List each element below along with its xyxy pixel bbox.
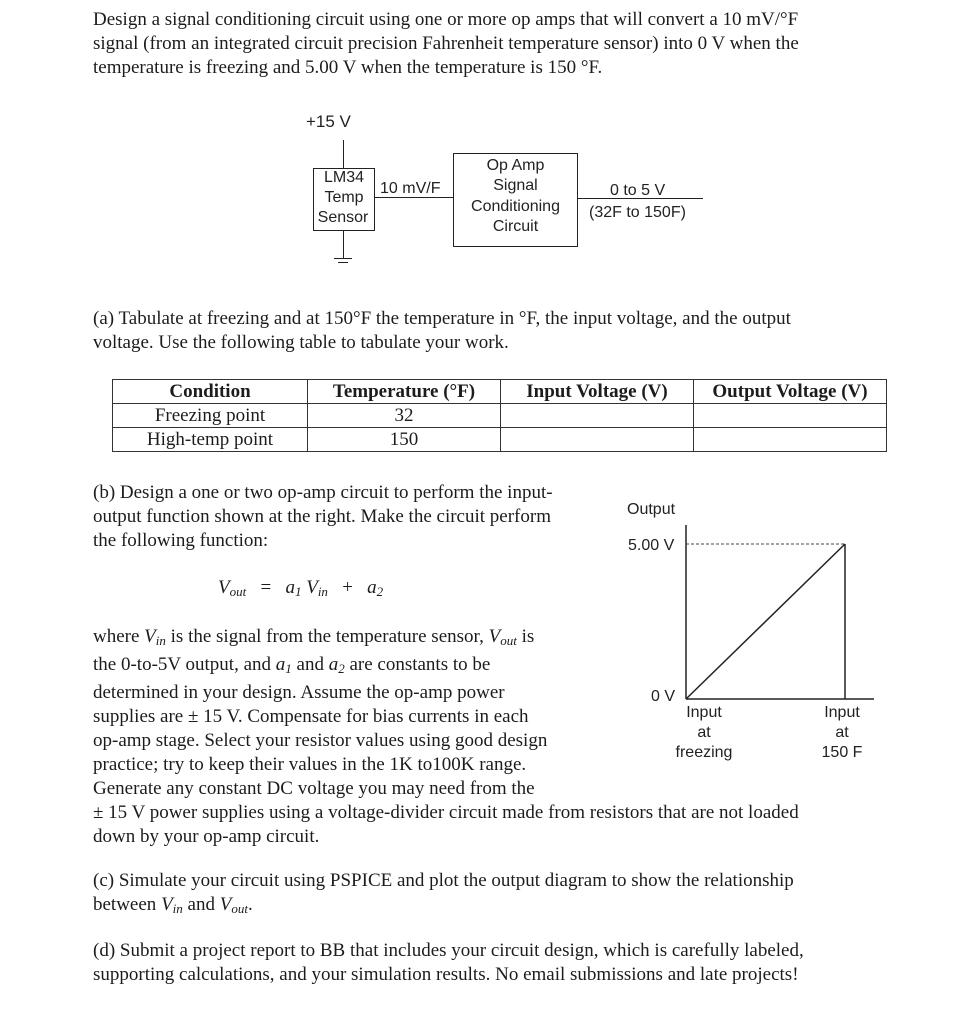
- block-label-2: Signal: [493, 177, 538, 194]
- w1c: is: [516, 626, 535, 647]
- output-temp-range-label: (32F to 150F): [589, 204, 686, 221]
- cell-condition: Freezing point: [113, 404, 308, 428]
- part-c-line-1: (c) Simulate your circuit using PSPICE and plot the output diagram to show the relationship: [93, 870, 794, 891]
- ground-wire: [343, 230, 344, 258]
- c2a: between: [93, 894, 162, 915]
- part-a-line-1: (a) Tabulate at freezing and at 150°F the temperature in °F, the input voltage, and the output: [93, 308, 791, 329]
- w2b: and: [291, 654, 329, 675]
- ground-symbol-2: [338, 262, 348, 263]
- sensor-label-3: Sensor: [317, 209, 369, 226]
- table-row: [113, 428, 887, 452]
- w2-1: 1: [285, 661, 292, 676]
- w1a: where: [93, 626, 145, 647]
- eq-a2-sub: 2: [376, 584, 384, 599]
- w1-in: in: [155, 633, 166, 648]
- c2c: .: [247, 894, 253, 915]
- part-d-paragraph: [93, 939, 804, 987]
- part-b-line-f: op-amp stage. Select your resistor values using good design: [93, 730, 548, 751]
- output-range-label: 0 to 5 V: [610, 182, 666, 199]
- cell-output: [694, 428, 887, 452]
- header-condition: Condition: [113, 380, 308, 404]
- w2-2: 2: [338, 661, 345, 676]
- intro-line-3: temperature is freezing and 5.00 V when the temperature is 150 °F.: [93, 57, 603, 78]
- eq-out-sub: out: [229, 584, 247, 599]
- part-b-line-3: the following function:: [93, 530, 269, 551]
- part-b-paragraph: [93, 481, 553, 553]
- graph-series-line: [686, 544, 845, 699]
- graph-x-right-label-1: Input: [824, 704, 860, 721]
- intro-line-1: Design a signal conditioning circuit using one or more op amps that will convert a 10 mV/°F: [93, 9, 799, 30]
- eq-in-sub: in: [317, 584, 328, 599]
- part-b-line-2: output function shown at the right. Make the circuit perform: [93, 506, 551, 527]
- w2-a2: a: [328, 654, 339, 675]
- eq-a1-sub: 1: [294, 584, 302, 599]
- w2a: the 0-to-5V output, and: [93, 654, 276, 675]
- header-temperature: Temperature (°F): [308, 380, 501, 404]
- block-label-1: Op Amp: [486, 157, 545, 174]
- intro-paragraph: [93, 8, 799, 80]
- cell-temperature: 32: [308, 404, 501, 428]
- c2b: and: [182, 894, 220, 915]
- eq-equals: =: [260, 577, 272, 598]
- part-b-line-g: practice; try to keep their values in the 1K to100K range.: [93, 754, 527, 775]
- intro-line-2: signal (from an integrated circuit precision Fahrenheit temperature sensor) into 0 V when the: [93, 33, 799, 54]
- c2-v: V: [161, 894, 173, 915]
- part-b-line-h: Generate any constant DC voltage you may need from the: [93, 778, 535, 799]
- block-label-3: Conditioning: [471, 198, 560, 215]
- header-output-voltage: Output Voltage (V): [694, 380, 887, 404]
- graph-x-left-label-3: freezing: [675, 744, 733, 761]
- w1-out: out: [500, 633, 517, 648]
- w1-vout: V: [488, 626, 501, 647]
- eq-plus: +: [342, 577, 353, 598]
- w1-v: V: [144, 626, 156, 647]
- eq-a2: a: [367, 577, 377, 598]
- supply-label: +15 V: [306, 112, 351, 131]
- part-b-line-e: supplies are ± 15 V. Compensate for bias currents in each: [93, 706, 529, 727]
- tabulation-table: [112, 379, 887, 452]
- part-c-line-2: [93, 893, 794, 921]
- c2-vout: V: [219, 894, 232, 915]
- block-label-4: Circuit: [492, 218, 539, 235]
- cell-input: [501, 428, 694, 452]
- w2c: are constants to be: [344, 654, 491, 675]
- cell-input: [501, 404, 694, 428]
- part-a-paragraph: [93, 307, 791, 355]
- c2-out: out: [231, 901, 248, 916]
- cell-temperature: 150: [308, 428, 501, 452]
- w2-a1: a: [275, 654, 286, 675]
- part-d-line-2: supporting calculations, and your simulation results. No email submissions and late projects!: [93, 964, 799, 985]
- part-d-line-1: (d) Submit a project report to BB that includes your circuit design, which is carefully labeled,: [93, 940, 804, 961]
- eq-a1: a: [285, 577, 295, 598]
- part-b-line-1: (b) Design a one or two op-amp circuit to perform the input-: [93, 482, 553, 503]
- part-b-line-i: ± 15 V power supplies using a voltage-divider circuit made from resistors that are not loaded: [93, 802, 799, 823]
- sensor-label-1: LM34: [323, 169, 365, 186]
- eq-vin: V: [306, 577, 318, 598]
- graph-canvas: [660, 525, 880, 715]
- part-b-line-j: down by your op-amp circuit.: [93, 826, 320, 847]
- ground-symbol: [334, 258, 352, 259]
- w1b: is the signal from the temperature sensor,: [165, 626, 489, 647]
- graph-y-max-label: 5.00 V: [628, 537, 675, 554]
- graph-x-left-label-1: Input: [686, 704, 722, 721]
- part-c-paragraph: [93, 869, 794, 921]
- cell-condition: High-temp point: [113, 428, 308, 452]
- transfer-equation: [218, 576, 383, 604]
- cell-output: [694, 404, 887, 428]
- graph-y-min-label: 0 V: [651, 688, 676, 705]
- header-input-voltage: Input Voltage (V): [501, 380, 694, 404]
- graph-x-right-label-3: 150 F: [821, 744, 863, 761]
- part-b-line-d: determined in your design. Assume the op-amp power: [93, 682, 505, 703]
- sensor-label-2: Temp: [324, 189, 364, 206]
- table-row: [113, 404, 887, 428]
- graph-y-title: Output: [627, 501, 676, 518]
- graph-x-right-label-2: at: [835, 724, 849, 741]
- sensitivity-label: 10 mV/F: [380, 180, 441, 197]
- graph-x-left-label-2: at: [697, 724, 711, 741]
- supply-wire: [343, 140, 344, 168]
- c2-in: in: [172, 901, 183, 916]
- table-header-row: [113, 380, 887, 404]
- part-a-line-2: voltage. Use the following table to tabulate your work.: [93, 332, 509, 353]
- eq-v: V: [218, 577, 230, 598]
